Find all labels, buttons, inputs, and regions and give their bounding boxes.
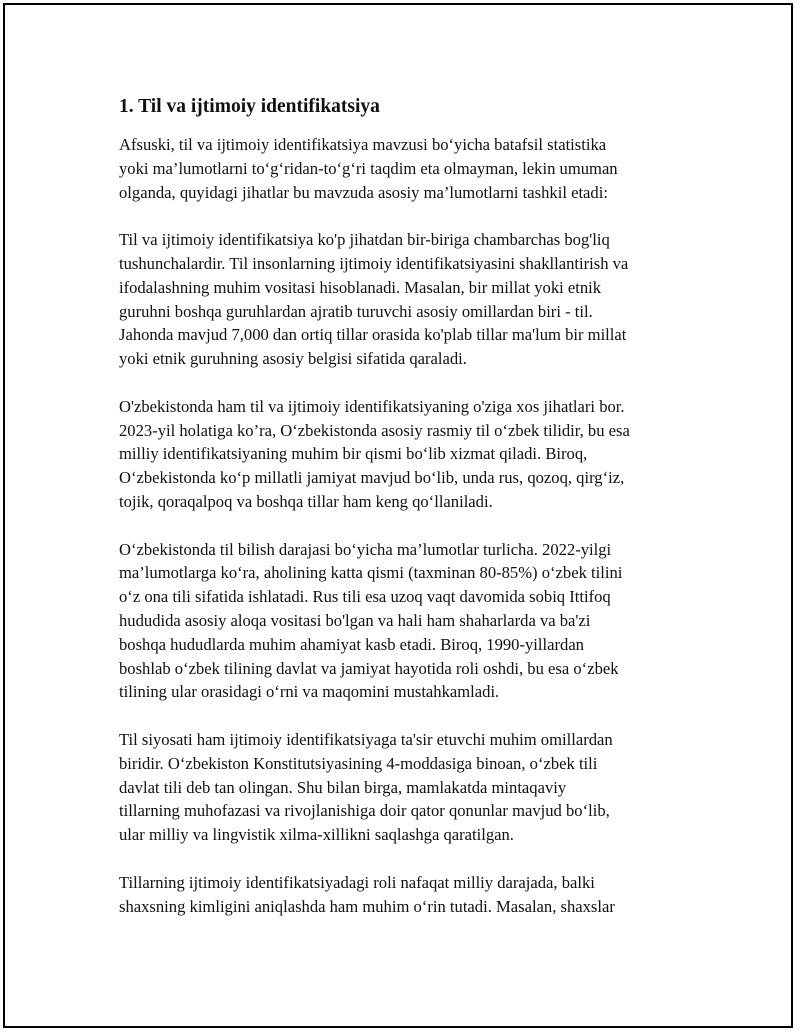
section-heading: 1. Til va ijtimoiy identifikatsiya — [119, 96, 380, 117]
text-line: O‘zbekistonda ko‘p millatli jamiyat mavjud bo‘lib, unda rus, qozoq, qirg‘iz, — [119, 468, 625, 488]
text-line: Til va ijtimoiy identifikatsiya ko'p jihatdan bir-biriga chambarchas bog'liq — [119, 230, 610, 250]
text-line: davlat tili deb tan olingan. Shu bilan birga, mamlakatda mintaqaviy — [119, 777, 567, 797]
text-line: tojik, qoraqalpoq va boshqa tillar ham keng qo‘llaniladi. — [119, 491, 493, 511]
text-line: milliy identifikatsiyaning muhim bir qismi bo‘lib xizmat qiladi. Biroq, — [119, 444, 588, 464]
text-line: Afsuski, til va ijtimoiy identifikatsiya mavzusi bo‘yicha batafsil statistika — [119, 135, 607, 154]
text-line: hududida asosiy aloqa vositasi bo'lgan va hali ham shaharlarda va ba'zi — [119, 610, 591, 630]
text-line: Til siyosati ham ijtimoiy identifikatsiyaga ta'sir etuvchi muhim omillardan — [119, 729, 613, 749]
text-line: O'zbekistonda ham til va ijtimoiy identifikatsiyaning o'ziga xos jihatlari bor. — [119, 396, 625, 416]
paragraph-uzbekistan-context — [119, 395, 689, 514]
text-line: tushunchalardir. Til insonlarning ijtimoiy identifikatsiyasini shakllantirish va — [119, 253, 629, 273]
text-line: 2023-yil holatiga ko’ra, O‘zbekistonda asosiy rasmiy til o‘zbek tilidir, bu esa — [119, 420, 630, 440]
paragraph-personal-identity — [119, 871, 689, 919]
text-line: tilining ular orasidagi o‘rni va maqomini mustahkamladi. — [119, 682, 500, 702]
text-line: yoki ma’lumotlarni to‘g‘ridan-to‘g‘ri taqdim eta olmayman, lekin umuman — [119, 158, 618, 178]
paragraph-intro — [119, 133, 689, 204]
text-line: ifodalashning muhim vositasi hisoblanadi. Masalan, bir millat yoki etnik — [119, 277, 602, 297]
text-line: boshqa hududlarda muhim ahamiyat kasb etadi. Biroq, 1990-yillardan — [119, 634, 584, 654]
text-line: Jahonda mavjud 7,000 dan ortiq tillar orasida ko'plab tillar ma'lum bir millat — [119, 325, 627, 345]
text-line: olganda, quyidagi jihatlar bu mavzuda asosiy ma’lumotlarni tashkil etadi: — [119, 182, 608, 202]
paragraph-language-proficiency — [119, 538, 689, 705]
text-line: biridir. O‘zbekiston Konstitutsiyasining 4-moddasiga binoan, o‘zbek tili — [119, 753, 598, 773]
text-line: ular milliy va lingvistik xilma-xillikni saqlashga qaratilgan. — [119, 825, 514, 845]
text-line: Tillarning ijtimoiy identifikatsiyadagi roli nafaqat milliy darajada, balki — [119, 872, 595, 892]
text-line: O‘zbekistonda til bilish darajasi bo‘yicha ma’lumotlar turlicha. 2022-yilgi — [119, 539, 612, 559]
document-body — [119, 94, 689, 942]
paragraph-language-policy — [119, 728, 689, 847]
text-line: yoki etnik guruhning asosiy belgisi sifatida qaraladi. — [119, 349, 467, 369]
text-line: tillarning muhofazasi va rivojlanishiga doir qator qonunlar mavjud bo‘lib, — [119, 801, 610, 821]
text-line: guruhni boshqa guruhlardan ajratib turuvchi asosiy omillardan biri - til. — [119, 301, 593, 321]
text-line: boshlab o‘zbek tilining davlat va jamiyat hayotida roli oshdi, bu esa o‘zbek — [119, 658, 619, 678]
text-line: o‘z ona tili sifatida ishlatadi. Rus tili esa uzoq vaqt davomida sobiq Ittifoq — [119, 587, 611, 607]
text-line: ma’lumotlarga ko‘ra, aholining katta qismi (taxminan 80-85%) o‘zbek tilini — [119, 563, 623, 583]
text-line: shaxsning kimligini aniqlashda ham muhim o‘rin tutadi. Masalan, shaxslar — [119, 896, 615, 916]
paragraph-language-identity — [119, 228, 689, 371]
